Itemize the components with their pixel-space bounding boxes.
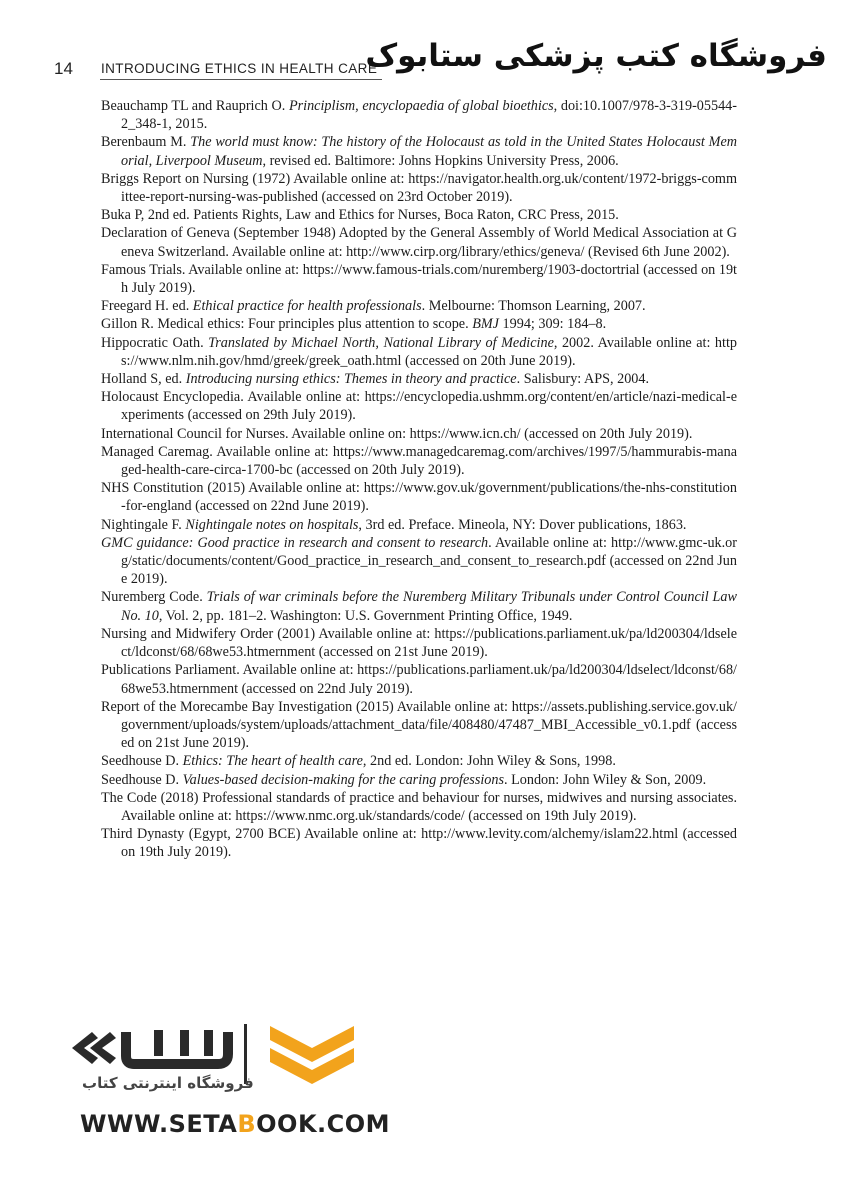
page-number: 14: [54, 59, 73, 78]
reference-title: Ethics: The heart of health care: [182, 753, 363, 770]
reference-entry: [101, 825, 737, 861]
header-rule: [100, 79, 382, 80]
reference-text: , revised ed. Baltimore: Johns Hopkins University Press, 2006.: [262, 152, 619, 169]
reference-text: Seedhouse D.: [101, 771, 183, 788]
reference-entry: [101, 170, 737, 206]
reference-text: . London: John Wiley & Son, 2009.: [504, 771, 707, 788]
running-head: INTRODUCING ETHICS IN HEALTH CARE: [101, 61, 378, 76]
reference-title: The world must know: The history of the Holocaust as told in the United States Holocaust Memorial, Liverpool Museum: [121, 134, 737, 169]
reference-entry: [101, 315, 737, 333]
reference-text: Declaration of Geneva (September 1948) Adopted by the General Assembly of World Medical Association at Geneva Switzerland. Available online at: http://www.cirp.org/library/ethics/geneva/ (Revised 6th June 2002).: [101, 225, 737, 260]
reference-text: Nuremberg Code.: [101, 589, 207, 606]
reference-text: Holocaust Encyclopedia. Available online at: https://encyclopedia.ushmm.org/content/en/article/nazi-medical-experiments (accessed on 29th July 2019).: [101, 389, 737, 424]
reference-text: Gillon R. Medical ethics: Four principles plus attention to scope.: [101, 316, 473, 333]
website-url: [80, 1110, 390, 1138]
reference-text: International Council for Nurses. Available online on: https://www.icn.ch/ (accessed on 20th July 2019).: [101, 425, 693, 442]
reference-title: Principlism, encyclopaedia of global bioethics: [288, 98, 554, 114]
reference-text: . Salisbury: APS, 2004.: [516, 371, 650, 388]
reference-entry: [101, 771, 737, 789]
reference-entry: [101, 588, 737, 624]
reference-text: Briggs Report on Nursing (1972) Available online at: https://navigator.health.org.uk/content/1972-briggs-committee-report-nursing-was-published (accessed on 23rd October 2019).: [101, 170, 737, 206]
reference-entry: [101, 443, 737, 479]
reference-text: , 2002. Available online at: https://www.nlm.nih.gov/hmd/greek/greek_oath.html (accessed on 20th June 2019).: [121, 334, 738, 369]
reference-text: 1994; 309: 184–8.: [498, 316, 607, 333]
brand-tagline: فروشگاه اینترنتی کتاب: [82, 1074, 254, 1092]
reference-entry: [101, 789, 737, 825]
reference-text: , 3rd ed. Preface. Mineola, NY: Dover publications, 1863.: [358, 516, 687, 533]
reference-text: Nightingale F.: [101, 516, 186, 533]
reference-text: Berenbaum M.: [101, 134, 191, 151]
reference-entry: [101, 224, 737, 260]
reference-entry: [101, 297, 737, 315]
reference-entry: [101, 388, 737, 424]
reference-text: Hippocratic Oath.: [101, 334, 209, 351]
reference-entry: [101, 370, 737, 388]
reference-text: Freegard H. ed.: [101, 298, 193, 315]
reference-entry: [101, 698, 737, 753]
store-title-watermark: فروشگاه کتب پزشکی ستابوک: [365, 38, 827, 74]
reference-title: Trials of war criminals before the Nuremberg Military Tribunals under Control Council Law No. 10: [121, 589, 737, 624]
reference-title: Values-based decision-making for the caring professions: [182, 771, 504, 788]
reference-text: . Melbourne: Thomson Learning, 2007.: [421, 298, 646, 315]
reference-text: Report of the Morecambe Bay Investigation (2015) Available online at: https://assets.publishing.service.gov.uk/government/uploads/system/uploads/attachment_data/file/408480/47487_MBI_Accessible_v0.1.pdf (accessed on 21st June 2019).: [101, 698, 737, 752]
reference-title: Introducing nursing ethics: Themes in theory and practice: [185, 371, 517, 388]
reference-entry: [101, 752, 737, 770]
reference-text: Famous Trials. Available online at: https://www.famous-trials.com/nuremberg/1903-doctortrial (accessed on 19th July 2019).: [101, 261, 737, 297]
reference-entry: [101, 479, 737, 515]
reference-entry: [101, 516, 737, 534]
reference-entry: [101, 534, 737, 589]
url-accent: B: [237, 1110, 257, 1138]
url-prefix: WWW.SETA: [80, 1110, 238, 1138]
reference-entry: [101, 661, 737, 697]
reference-title: Ethical practice for health professionals: [192, 298, 422, 315]
reference-text: NHS Constitution (2015) Available online at: https://www.gov.uk/government/publications/the-nhs-constitution-for-england (accessed on 22nd June 2019).: [101, 480, 737, 515]
reference-entry: [101, 97, 737, 133]
reference-list: [101, 97, 737, 862]
url-suffix: OOK.COM: [256, 1110, 391, 1138]
reference-text: Nursing and Midwifery Order (2001) Available online at: https://publications.parliament.uk/pa/ld200304/ldselect/ldconst/68/68we53.htmernment (accessed on 21st June 2019).: [101, 625, 737, 661]
reference-entry: [101, 425, 737, 443]
page-header: [0, 0, 849, 90]
reference-text: Managed Caremag. Available online at: https://www.managedcaremag.com/archives/1997/5/hammurabis-managed-health-care-circa-1700-bc (accessed on 20th July 2019).: [101, 443, 737, 479]
reference-text: , doi:10.1007/978-3-319-05544-2_348-1, 2015.: [121, 98, 737, 133]
reference-title: Nightingale notes on hospitals: [185, 516, 359, 533]
reference-title: BMJ: [472, 316, 499, 333]
reference-title: GMC guidance: Good practice in research and consent to research: [101, 534, 489, 551]
open-book-chevron-icon: [268, 1022, 356, 1092]
reference-text: Publications Parliament. Available online at: https://publications.parliament.uk/pa/ld200304/ldselect/ldconst/68/68we53.htmernment (accessed on 22nd July 2019).: [101, 662, 737, 697]
reference-text: . Available online at: http://www.gmc-uk.org/static/documents/content/Good_practice_in_research_and_consent_to_research.pdf (accessed on 22nd June 2019).: [121, 534, 738, 588]
reference-text: Holland S, ed.: [101, 371, 186, 388]
reference-text: Beauchamp TL and Rauprich O.: [101, 98, 289, 114]
reference-text: Buka P, 2nd ed. Patients Rights, Law and Ethics for Nurses, Boca Raton, CRC Press, 2015.: [101, 207, 619, 224]
reference-entry: [101, 334, 737, 370]
reference-title: Translated by Michael North, National Library of Medicine: [208, 334, 554, 351]
reference-text: Third Dynasty (Egypt, 2700 BCE) Available online at: http://www.levity.com/alchemy/islam22.html (accessed on 19th July 2019).: [101, 826, 737, 861]
reference-text: , Vol. 2, pp. 181–2. Washington: U.S. Government Printing Office, 1949.: [158, 607, 573, 624]
reference-entry: [101, 133, 737, 169]
reference-entry: [101, 625, 737, 661]
reference-entry: [101, 261, 737, 297]
reference-text: , 2nd ed. London: John Wiley & Sons, 1998.: [362, 753, 616, 770]
reference-entry: [101, 206, 737, 224]
reference-text: Seedhouse D.: [101, 753, 183, 770]
reference-text: The Code (2018) Professional standards of practice and behaviour for nurses, midwives and nursing associates. Available online at: https://www.nmc.org.uk/standards/code/ (accessed on 19th July 2019).: [101, 789, 737, 824]
